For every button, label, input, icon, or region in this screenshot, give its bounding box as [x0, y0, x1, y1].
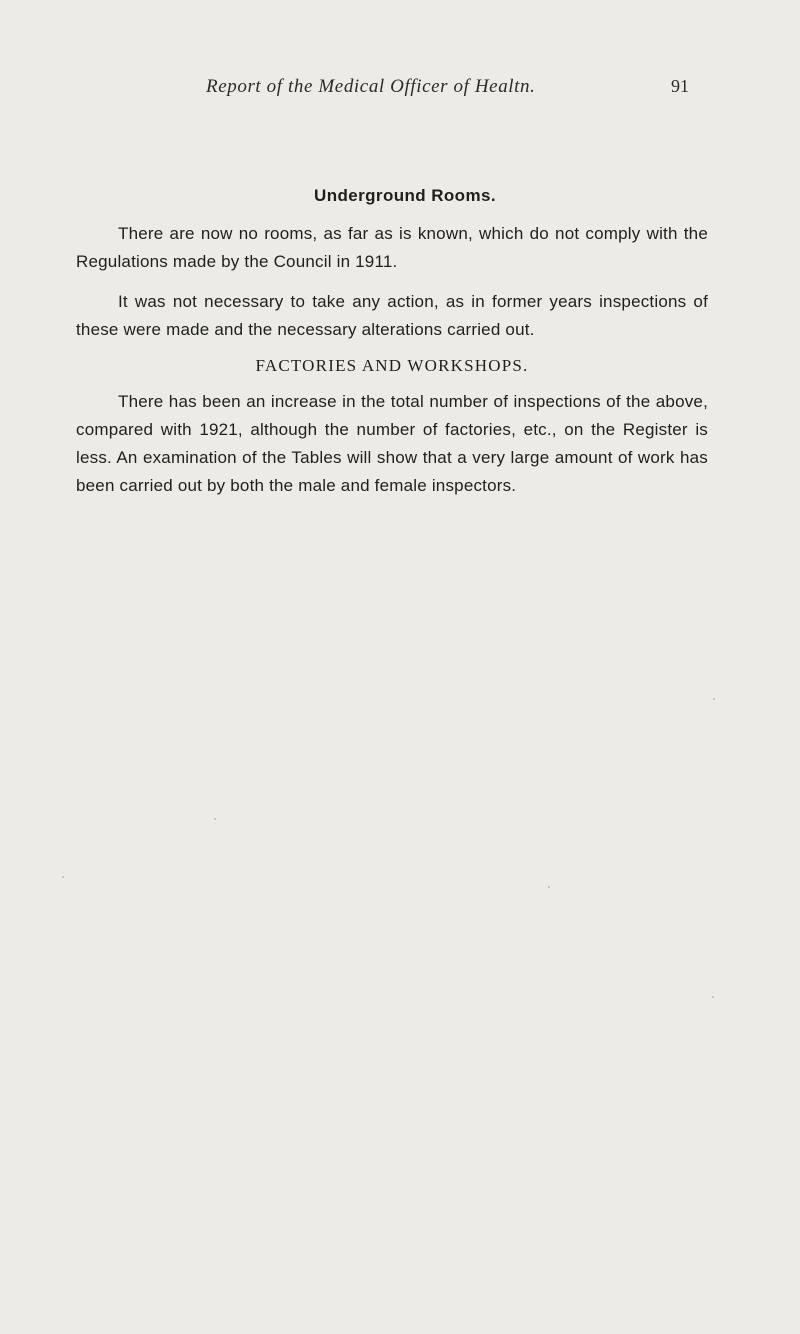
paper-speck [62, 876, 64, 878]
running-header [0, 76, 800, 106]
paper-speck [548, 886, 550, 888]
running-title: Report of the Medical Officer of Healtn. [206, 76, 536, 97]
paper-speck [712, 996, 714, 998]
paragraph-underground-rooms-2: It was not necessary to take any action, as in former years inspections of these were made and the necessary alterations carried out. [76, 292, 708, 339]
document-body [76, 186, 708, 512]
paragraph-factories-workshops-1: There has been an increase in the total number of inspections of the above, compared with 1921, although the number of factories, etc., on the Register is less. An examination of the Tables will show that a very large amount of work has been carried out by both the male and female inspectors. [76, 392, 708, 495]
section-heading-factories-workshops: FACTORIES AND WORKSHOPS. [255, 356, 529, 375]
paper-speck [713, 698, 715, 700]
paragraph-underground-rooms-1: There are now no rooms, as far as is known, which do not comply with the Regulations made by the Council in 1911. [76, 224, 708, 271]
paper-speck [214, 818, 216, 820]
section-heading-underground-rooms: Underground Rooms. [314, 186, 496, 205]
page-number: 91 [671, 76, 689, 96]
